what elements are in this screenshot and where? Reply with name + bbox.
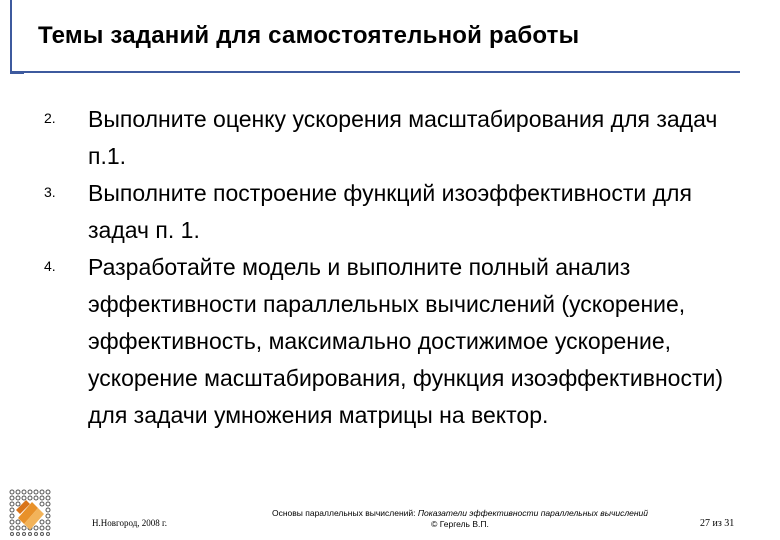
footer-author: © Гергель В.П. [431,519,489,529]
page-number: 27 из 31 [700,518,735,529]
footer-location: Н.Новгород, 2008 г. [92,518,167,528]
task-number: 2. [44,110,56,126]
footer-course [250,508,670,530]
slide-title: Темы заданий для самостоятельной работы [38,22,580,49]
footer-course-prefix: Основы параллельных вычислений: [271,508,416,518]
task-text: Разработайте модель и выполните полный анализ эффективности параллельных вычислений (ускорение, эффективность, максимально достижимое ускорение, ускорение масштабирования, функция изоэффективности) для задачи умножения матрицы на вектор. [88,254,723,428]
task-text: Выполните построение функций изоэффективности для задач п. 1. [88,180,692,243]
task-item [44,101,744,175]
title-bracket [10,0,24,74]
task-number: 4. [44,258,56,274]
task-item [44,249,744,434]
task-text: Выполните оценку ускорения масштабирования для задач п.1. [88,106,718,169]
title-rule [10,71,740,73]
task-item [44,175,744,249]
task-list [44,101,744,434]
unn-logo-icon [8,488,52,536]
task-number: 3. [44,184,56,200]
footer-lecture-title: Показатели эффективности параллельных вычислений [417,508,649,518]
